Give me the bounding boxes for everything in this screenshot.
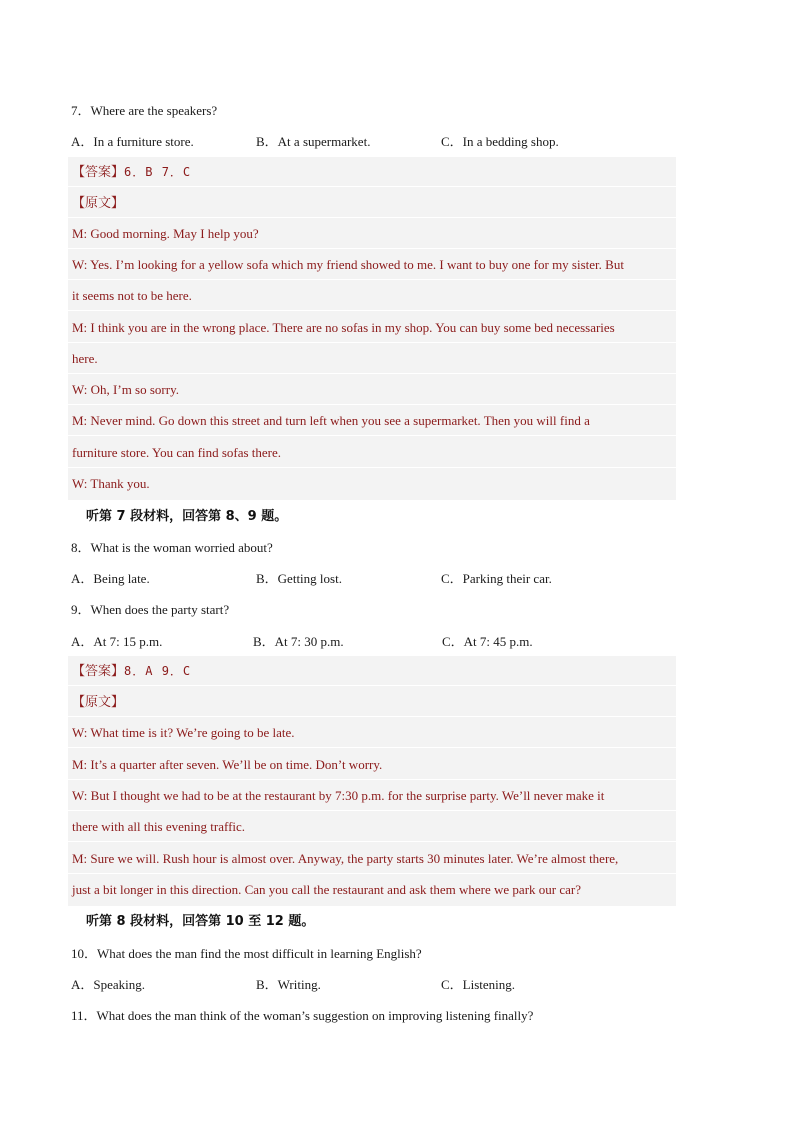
- answer-value: 8．A 9．C: [124, 664, 192, 678]
- option-c: C．At 7: 45 p.m.: [442, 634, 533, 649]
- question-7-options: [71, 126, 691, 157]
- transcript-line: there with all this evening traffic.: [68, 812, 676, 842]
- transcript-line: it seems not to be here.: [68, 281, 676, 311]
- option-b: B．Getting lost.: [256, 571, 342, 586]
- option-c: C．Parking their car.: [441, 571, 552, 586]
- section-heading-7: 听第 7 段材料，回答第 8、9 题。: [86, 509, 288, 524]
- transcript-line: W: Oh, I’m so sorry.: [68, 375, 676, 405]
- question-9: 9．When does the party start?: [71, 602, 230, 617]
- answer-block-2: [68, 656, 676, 906]
- question-10: 10．What does the man find the most difficult in learning English?: [71, 946, 422, 961]
- answer-label: 【答案】: [72, 664, 125, 679]
- transcript-line: M: I think you are in the wrong place. There are no sofas in my shop. You can buy some bed necessaries: [68, 313, 676, 343]
- answer-value: 6．B 7．C: [124, 165, 192, 179]
- transcript-label: 【原文】: [68, 188, 676, 218]
- option-a: A．Speaking.: [71, 977, 146, 992]
- option-c: C．Listening.: [441, 977, 516, 992]
- answer-row: [68, 157, 676, 187]
- option-b: B．At 7: 30 p.m.: [253, 634, 344, 649]
- transcript-line: here.: [68, 344, 676, 374]
- answer-label: 【答案】: [72, 165, 125, 180]
- answer-block-1: [68, 157, 676, 500]
- question-11: 11．What does the man think of the woman’s suggestion on improving listening finally?: [71, 1008, 534, 1023]
- option-a: A．Being late.: [71, 571, 150, 586]
- option-c: C．In a bedding shop.: [441, 134, 559, 149]
- transcript-line: M: Never mind. Go down this street and turn left when you see a supermarket. Then you will find a: [68, 406, 676, 436]
- transcript-line: just a bit longer in this direction. Can you call the restaurant and ask them where we park our car?: [72, 882, 581, 897]
- answer-row: [68, 656, 676, 686]
- question-7: 7．Where are the speakers?: [71, 103, 218, 118]
- option-a: A．In a furniture store.: [71, 134, 194, 149]
- transcript-line: W: Thank you.: [72, 476, 150, 491]
- transcript-line: M: Good morning. May I help you?: [68, 219, 676, 249]
- option-b: B．At a supermarket.: [256, 134, 371, 149]
- question-9-options: [71, 626, 691, 657]
- transcript-line: M: It’s a quarter after seven. We’ll be on time. Don’t worry.: [68, 750, 676, 780]
- transcript-line: W: Yes. I’m looking for a yellow sofa which my friend showed to me. I want to buy one for my sister. But: [68, 250, 676, 280]
- option-a: A．At 7: 15 p.m.: [71, 634, 163, 649]
- question-10-options: [71, 969, 691, 1000]
- transcript-line: M: Sure we will. Rush hour is almost over. Anyway, the party starts 30 minutes later. We’re almost there,: [68, 844, 676, 874]
- option-b: B．Writing.: [256, 977, 321, 992]
- transcript-label: 【原文】: [68, 687, 676, 717]
- transcript-line: W: But I thought we had to be at the restaurant by 7:30 p.m. for the surprise party. We’ll never make it: [68, 781, 676, 811]
- transcript-line: W: What time is it? We’re going to be late.: [68, 718, 676, 748]
- question-8-options: [71, 563, 691, 594]
- section-heading-8: 听第 8 段材料，回答第 10 至 12 题。: [86, 914, 315, 929]
- transcript-line: furniture store. You can find sofas there.: [68, 438, 676, 468]
- question-8: 8．What is the woman worried about?: [71, 540, 273, 555]
